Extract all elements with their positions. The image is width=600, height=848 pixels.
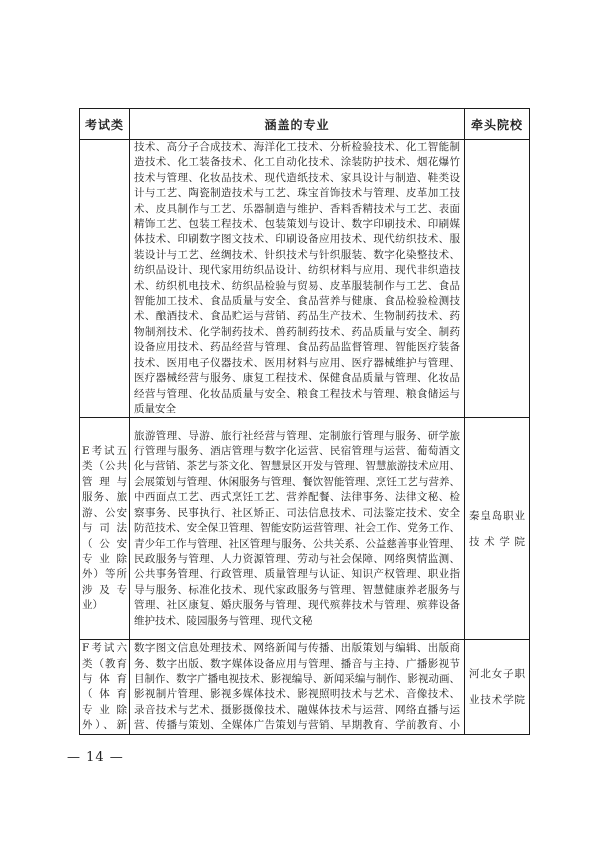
category-cell: F考试六 类（教育 与体育 （体育 专业除 外）、新	[80, 640, 130, 735]
table-header-row	[80, 109, 530, 140]
majors-cell: 数字图文信息处理技术、网络新闻与传播、出版策划与编辑、出版商 务、数字出版、数字媒体设备应用与管理、播音与主持、广播影视节 目制作、数字广播电视技术、影视编导、新闻采编与制作、影视动画、 影视制片管理、影视多媒体技术、影视照明技术与艺术、音像技术、 录音技术与艺术、摄影摄像技术、融媒体技术与运营、网络直播与运 营、传播与策划、全媒体广告策划与营销、早期教育、学前教育、小	[130, 640, 465, 735]
table-row	[80, 640, 530, 735]
table-row	[80, 418, 530, 640]
majors-cell: 技术、高分子合成技术、海洋化工技术、分析检验技术、化工智能制 造技术、化工装备技术、化工自动化技术、涂装防护技术、烟花爆竹 技术与管理、化妆品技术、现代造纸技术、家具设计与制造、鞋类设 计与工艺、陶瓷制造技术与工艺、珠宝首饰技术与管理、皮革加工技 术、皮具制作与工艺、乐器制造与维护、香料香精技术与工艺、表面 精饰工艺、包装工程技术、包装策划与设计、数字印刷技术、印刷媒 体技术、印刷数字图文技术、印刷设备应用技术、现代纺织技术、服 装设计与工艺、丝绸技术、针织技术与针织服装、数字化染整技术、 纺织品设计、现代家用纺织品设计、纺织材料与应用、现代非织造技 术、纺织机电技术、纺织品检验与贸易、皮革服装制作与工艺、食品 智能加工技术、食品质量与安全、食品营养与健康、食品检验检测技 术、酿酒技术、食品贮运与营销、药品生产技术、生物制药技术、药 物制剂技术、化学制药技术、兽药制药技术、药品质量与安全、制药 设备应用技术、药品经营与管理、食品药品监督管理、智能医疗装备 技术、医用电子仪器技术、医用材料与应用、医疗器械维护与管理、 医疗器械经营与服务、康复工程技术、保健食品质量与管理、化妆品 经营与管理、化妆品质量与安全、粮食工程技术与管理、粮食储运与 质量安全	[130, 140, 465, 418]
page-number: — 14 —	[67, 750, 124, 765]
institution-cell: 河北女子职 业技术学院	[465, 640, 530, 735]
table-row	[80, 140, 530, 418]
header-covered-majors: 涵盖的专业	[130, 109, 465, 140]
category-cell: E考试五 类（公共 管理与 服务、旅 游、公安 与司法 （公安 专业除 外）等所 涉及专 业）	[80, 418, 130, 640]
header-lead-institution: 牵头院校	[465, 109, 530, 140]
majors-cell: 旅游管理、导游、旅行社经营与管理、定制旅行管理与服务、研学旅 行管理与服务、酒店管理与数字化运营、民宿管理与运营、葡萄酒文 化与营销、茶艺与茶文化、智慧景区开发与管理、智慧旅游技术应用、 会展策划与管理、休闲服务与管理、餐饮智能管理、烹饪工艺与营养、 中西面点工艺、西式烹饪工艺、营养配餐、法律事务、法律文秘、检 察事务、民事执行、社区矫正、司法信息技术、司法鉴定技术、安全 防范技术、安全保卫管理、智能安防运营管理、社会工作、党务工作、 青少年工作与管理、社区管理与服务、公共关系、公益慈善事业管理、 民政服务与管理、人力资源管理、劳动与社会保障、网络舆情监测、 公共事务管理、行政管理、质量管理与认证、知识产权管理、职业指 导与服务、标准化技术、现代家政服务与管理、智慧健康养老服务与 管理、社区康复、婚庆服务与管理、现代殡葬技术与管理、殡葬设备 维护技术、陵园服务与管理、现代文秘	[130, 418, 465, 640]
majors-table	[79, 108, 530, 735]
institution-cell: 秦皇岛职业 技术学院	[465, 418, 530, 640]
institution-cell	[465, 140, 530, 418]
category-cell	[80, 140, 130, 418]
header-exam-category: 考试类	[80, 109, 130, 140]
